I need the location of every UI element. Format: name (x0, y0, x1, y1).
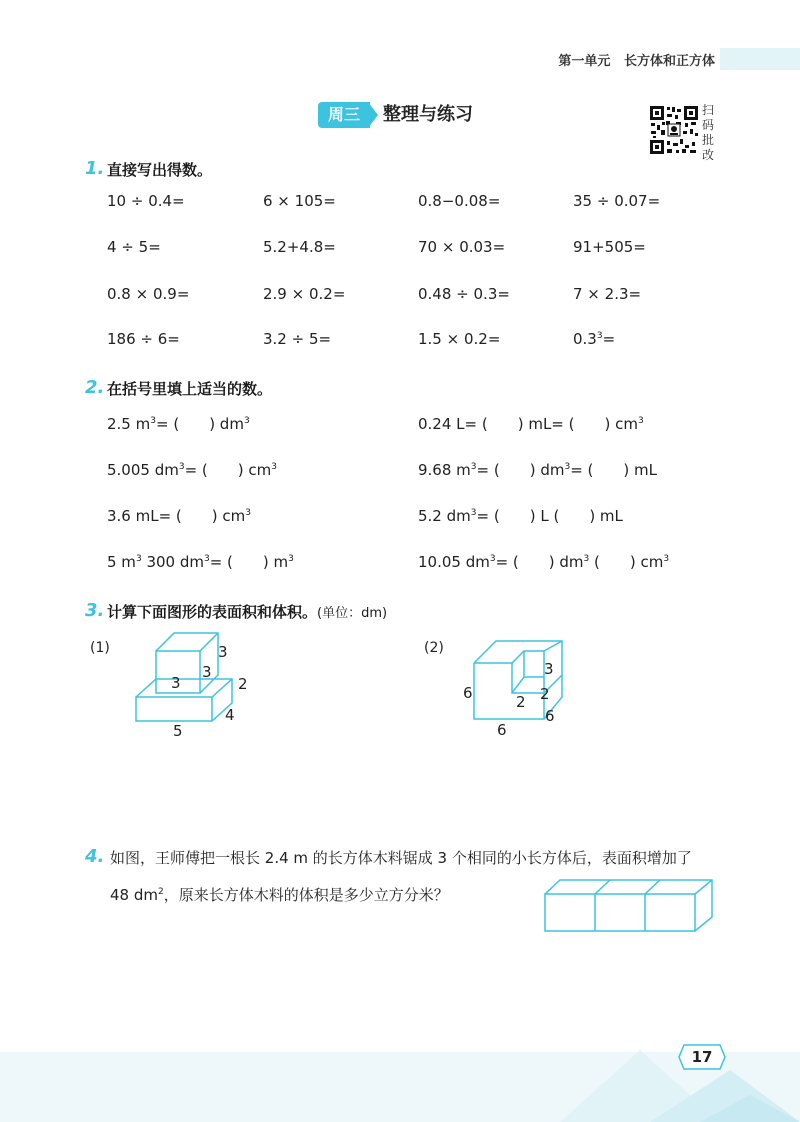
q3-number: 3. (85, 600, 105, 621)
q1-item: 10 ÷ 0.4= (107, 192, 185, 210)
q2-item: 3.6 mL= ( ) $cm^3$ (107, 507, 251, 525)
q1-item: 1.5 × 0.2= (418, 330, 501, 348)
q1-number: 1. (85, 158, 105, 179)
q1-item: 7 × 2.3= (573, 285, 642, 303)
q2-prompt: 在括号里填上适当的数。 (107, 380, 273, 398)
q2-item: 5 $m^3$ 300 $dm^3=$ ( ) $m^3$ (107, 553, 294, 571)
q2-number: 2. (85, 377, 105, 398)
fig1-label: (1) (90, 640, 110, 656)
q2-item: 5.2 $dm^3=$ ( ) L ( ) mL (418, 507, 623, 525)
q1-item: 3.2 ÷ 5= (263, 330, 332, 348)
day-badge: 周三 (318, 102, 370, 128)
chapter-label: 长方体和正方体 (623, 54, 715, 69)
fig1-dim: 5 (173, 722, 183, 740)
q1-item: 2.9 × 0.2= (263, 285, 346, 303)
fig1-dim: 2 (238, 675, 248, 693)
q1-item: 6 × 105= (263, 192, 336, 210)
fig1-base-front (136, 697, 212, 721)
q2-item: 5.005 $dm^3=$ ( ) $cm^3$ (107, 461, 277, 479)
q3-prompt: 计算下面图形的表面积和体积。(单位：dm) (107, 603, 388, 621)
fig2-front (474, 663, 544, 719)
fig1-base-top (136, 679, 232, 721)
q1-item: 0.8 × 0.9= (107, 285, 190, 303)
unit-label: 第一单元 (558, 54, 611, 69)
fig1-dim: 3 (218, 643, 228, 661)
fig1-diagram (130, 625, 270, 735)
q4-prompt-line2: 48 $dm^2$，原来长方体木料的体积是多少立方分米？ (110, 886, 449, 904)
fig2-label: (2) (424, 640, 444, 656)
running-header (520, 50, 715, 69)
fig1-dim: 3 (202, 663, 212, 681)
page-title: 整理与练习 (383, 104, 473, 125)
fig2-dim: 2 (516, 693, 526, 711)
fig2-dim: 2 (540, 685, 550, 703)
q1-item: 0.8−0.08= (418, 192, 501, 210)
fig2-dim: 6 (463, 684, 473, 702)
q2-item: 0.24 L= ( ) mL= ( ) $cm^3$ (418, 415, 644, 433)
header-band (720, 48, 800, 70)
q3-unit-note: (单位：dm) (317, 606, 388, 621)
q1-item: 70 × 0.03= (418, 238, 506, 256)
q1-prompt: 直接写出得数。 (107, 161, 213, 179)
day-badge-arrow (368, 102, 378, 128)
fig2-dim: 3 (544, 660, 554, 678)
q2-item: 2.5 $m^3=$ ( ) $dm^3$ (107, 415, 250, 433)
qr-code-icon[interactable] (649, 105, 699, 155)
q1-item-power: $0.3^3=$ (573, 330, 616, 348)
fig2-dim: 6 (545, 707, 555, 725)
scan-to-grade-label: 扫 码 批 改 (702, 103, 715, 162)
q1-item: 35 ÷ 0.07= (573, 192, 661, 210)
q1-item: 91+505= (573, 238, 646, 256)
fig1-dim: 4 (225, 706, 235, 724)
q1-item: 186 ÷ 6= (107, 330, 180, 348)
q4-lumber-diagram (542, 876, 717, 934)
fig1-dim: 3 (171, 674, 181, 692)
fig2-dim: 6 (497, 721, 507, 739)
q2-item: 10.05 $dm^3=$ ( ) $dm^3$ ( ) $cm^3$ (418, 553, 670, 571)
q4-prompt-line1: 如图，王师傅把一根长 2.4 m 的长方体木料锯成 3 个相同的小长方体后，表面积增加了 (110, 849, 692, 867)
q1-item: 5.2+4.8= (263, 238, 336, 256)
q2-item: 9.68 $m^3=$ ( ) $dm^3=$ ( ) mL (418, 461, 658, 479)
page-number: 17 (691, 1048, 713, 1066)
q1-item: 0.48 ÷ 0.3= (418, 285, 510, 303)
q1-item: 4 ÷ 5= (107, 238, 161, 256)
q4-number: 4. (85, 846, 105, 867)
